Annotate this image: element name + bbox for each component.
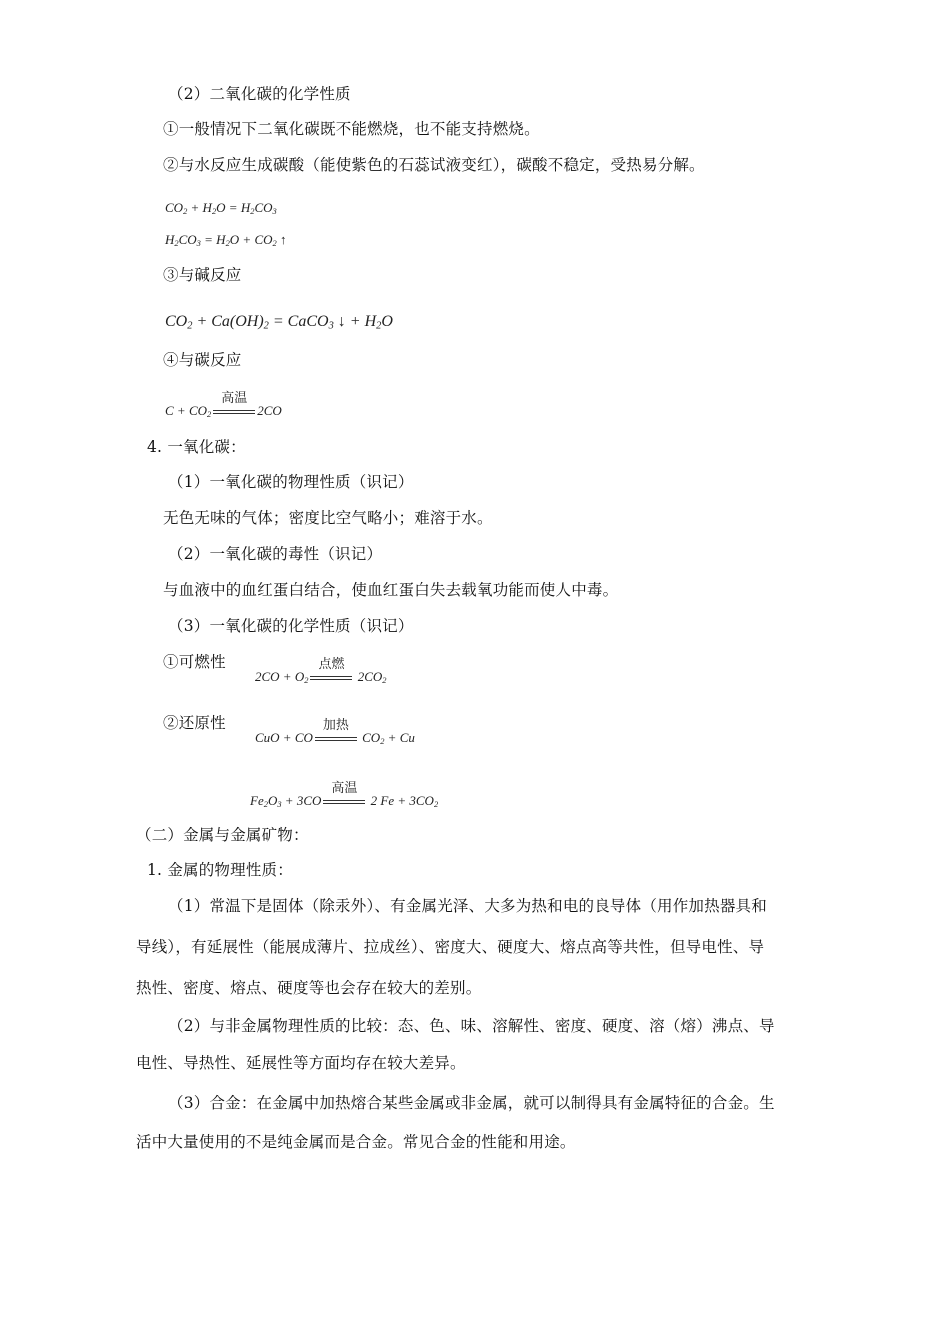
co-physical-heading: （1）一氧化碳的物理性质（识记） [168,473,414,491]
co-flammable: ①可燃性 [163,653,226,671]
metal-sub-1: 1. 金属的物理性质： [147,861,293,879]
condition-high-temp-2: 高温 [331,781,358,796]
equation-carbonic-decomposition: $H_2CO_3 = H_2O + CO_2$ ↑ [165,232,287,249]
equation-co2-base: $CO_2 + Ca(OH)_2$ = CaCO$_3$ ↓ + $H_2O$ [165,313,393,332]
co-toxic-text: 与血液中的血红蛋白结合，使血红蛋白失去载氧功能而使人中毒。 [163,581,619,599]
equation-co-fe2o3: $Fe_2O_3 + 3CO$ 高温 2 $Fe + 3CO_2$ [250,781,439,810]
metal-p3-line2: 活中大量使用的不是纯金属而是合金。常见合金的性能和用途。 [136,1133,576,1151]
metal-heading: （二）金属与金属矿物： [136,826,309,844]
metal-p2-line2: 电性、导热性、延展性等方面均存在较大差异。 [136,1054,466,1072]
co2-item-2: ②与水反应生成碳酸（能使紫色的石蕊试液变红），碳酸不稳定，受热易分解。 [163,156,705,174]
metal-p2-line1: （2）与非金属物理性质的比较：态、色、味、溶解性、密度、硬度、溶（熔）沸点、导 [168,1017,775,1035]
equation-co-cuo: CuO + CO 加热 $CO_2 + Cu$ [255,718,415,747]
co2-item-1: ①一般情况下二氧化碳既不能燃烧，也不能支持燃烧。 [163,120,540,138]
metal-p1-line1: （1）常温下是固体（除汞外）、有金属光泽、大多为热和电的良导体（用作加热器具和 [168,897,767,915]
condition-ignite: 点燃 [318,657,345,672]
equation-co-combustion: $2CO + O_2$ 点燃 $2CO_2$ [255,657,387,686]
co-heading: 4. 一氧化碳： [147,438,246,456]
metal-p1-line3: 热性、密度、熔点、硬度等也会存在较大的差别。 [136,979,482,997]
co-reducing: ②还原性 [163,714,226,732]
co2-item-3: ③与碱反应 [163,266,242,284]
condition-high-temp: 高温 [221,391,248,406]
metal-p1-line2: 导线），有延展性（能展成薄片、拉成丝）、密度大、硬度大、熔点高等共性，但导电性、导 [136,938,765,956]
co2-item-4: ④与碳反应 [163,351,242,369]
co-toxic-heading: （2）一氧化碳的毒性（识记） [168,545,383,563]
equation-co2-carbon: $C + CO_2$ 高温 2CO [165,391,282,420]
co-physical-text: 无色无味的气体；密度比空气略小；难溶于水。 [163,509,493,527]
co-chem-heading: （3）一氧化碳的化学性质（识记） [168,617,414,635]
metal-p3-line1: （3）合金：在金属中加热熔合某些金属或非金属，就可以制得具有金属特征的合金。生 [168,1094,775,1112]
condition-heat: 加热 [322,718,349,733]
co2-chem-heading: （2）二氧化碳的化学性质 [168,85,351,103]
equation-co2-water: $CO_2 + H_2O = H_2CO_3$ [165,200,277,217]
